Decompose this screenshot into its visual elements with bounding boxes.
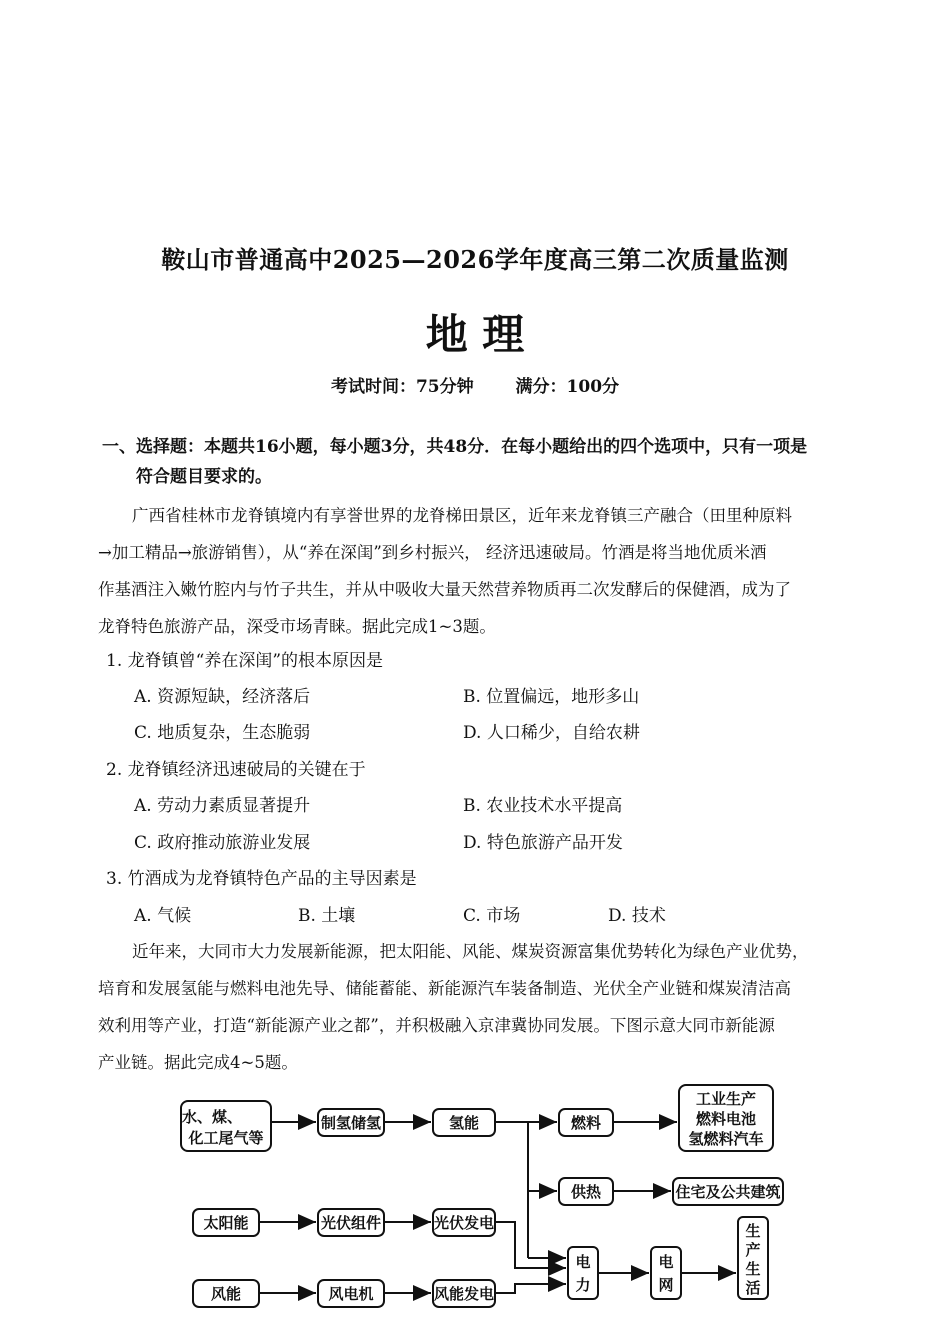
question-2-option-a: A. 劳动力素质显著提升 <box>134 796 311 816</box>
label-grid-1: 电 <box>658 1253 674 1271</box>
exam-time: 考试时间：75分钟 <box>330 377 474 397</box>
subject-title: 地 理 <box>425 310 525 359</box>
label-solar: 太阳能 <box>203 1214 249 1232</box>
label-electricity-2: 力 <box>575 1276 591 1294</box>
question-1-option-c: C. 地质复杂，生态脆弱 <box>134 723 311 743</box>
arrow-pv-to-electricity <box>495 1222 566 1268</box>
label-source-2: 化工尾气等 <box>188 1129 264 1147</box>
label-industry-2: 燃料电池 <box>695 1110 757 1128</box>
label-life-4: 活 <box>745 1279 761 1297</box>
label-grid-2: 网 <box>658 1276 674 1294</box>
question-3-option-d: D. 技术 <box>608 906 666 926</box>
passage-1-line4: 龙脊特色旅游产品，深受市场青睐。据此完成1~3题。 <box>98 617 496 636</box>
passage-2-line4: 产业链。据此完成4~5题。 <box>98 1053 298 1072</box>
question-3-option-a: A. 气候 <box>134 906 192 926</box>
question-2-option-d: D. 特色旅游产品开发 <box>463 833 623 853</box>
section-heading-line2: 符合题目要求的。 <box>136 467 272 487</box>
label-electricity-1: 电 <box>575 1253 591 1271</box>
label-source-1: 水、煤、 <box>181 1108 243 1126</box>
question-1-option-a: A. 资源短缺，经济落后 <box>134 687 311 707</box>
label-hydrogen-energy: 氢能 <box>448 1114 480 1132</box>
passage-1-line3: 作基酒注入嫩竹腔内与竹子共生，并从中吸收大量天然营养物质再二次发酵后的保健酒，成为了 <box>98 580 791 599</box>
label-hydrogen-production: 制氢储氢 <box>320 1114 382 1132</box>
question-3-stem: 3. 竹酒成为龙脊镇特色产品的主导因素是 <box>106 869 417 889</box>
question-2-option-b: B. 农业技术水平提高 <box>463 796 623 816</box>
passage-2-line1: 近年来，大同市大力发展新能源，把太阳能、风能、煤炭资源富集优势转化为绿色产业优势， <box>132 942 809 961</box>
passage-1-line2: →加工精品→旅游销售），从“养在深闺”到乡村振兴， 经济迅速破局。竹酒是将当地优质米酒 <box>98 543 767 562</box>
label-wind: 风能 <box>210 1285 242 1303</box>
passage-2-line2: 培育和发展氢能与燃料电池先导、储能蓄能、新能源汽车装备制造、光伏全产业链和煤炭清洁高 <box>98 979 791 998</box>
label-wind-turbine: 风电机 <box>328 1285 374 1303</box>
question-3-option-c: C. 市场 <box>463 906 521 926</box>
label-life-3: 生 <box>745 1260 761 1278</box>
label-wind-power: 风能发电 <box>433 1285 495 1303</box>
question-1-option-b: B. 位置偏远，地形多山 <box>463 687 640 707</box>
section-heading-line1: 一、选择题：本题共16小题，每小题3分，共48分．在每小题给出的四个选项中，只有一项是 <box>102 437 808 457</box>
label-life-2: 产 <box>745 1241 761 1259</box>
label-life-1: 生 <box>745 1222 761 1240</box>
arrow-windpower-to-electricity <box>495 1284 566 1293</box>
question-1-option-d: D. 人口稀少，自给农耕 <box>463 723 640 743</box>
label-buildings: 住宅及公共建筑 <box>675 1183 781 1201</box>
passage-1-line1: 广西省桂林市龙脊镇境内有享誉世界的龙脊梯田景区，近年来龙脊镇三产融合（田里种原料 <box>132 506 792 525</box>
label-industry-3: 氢燃料汽车 <box>688 1130 764 1148</box>
question-2-option-c: C. 政府推动旅游业发展 <box>134 833 311 853</box>
question-2-stem: 2. 龙脊镇经济迅速破局的关键在于 <box>106 760 366 780</box>
question-3-option-b: B. 土壤 <box>298 906 356 926</box>
full-score: 满分：100分 <box>515 377 620 397</box>
label-pv-module: 光伏组件 <box>320 1214 382 1232</box>
label-fuel: 燃料 <box>570 1114 602 1132</box>
label-heating: 供热 <box>570 1183 602 1201</box>
label-industry-1: 工业生产 <box>695 1090 757 1108</box>
question-1-stem: 1. 龙脊镇曾“养在深闺”的根本原因是 <box>106 651 384 671</box>
label-pv-power: 光伏发电 <box>433 1214 495 1232</box>
exam-title: 鞍山市普通高中2025—2026学年度高三第二次质量监测 <box>161 245 789 274</box>
passage-2-line3: 效利用等产业，打造“新能源产业之都”，并积极融入京津冀协同发展。下图示意大同市新能源 <box>98 1016 775 1035</box>
